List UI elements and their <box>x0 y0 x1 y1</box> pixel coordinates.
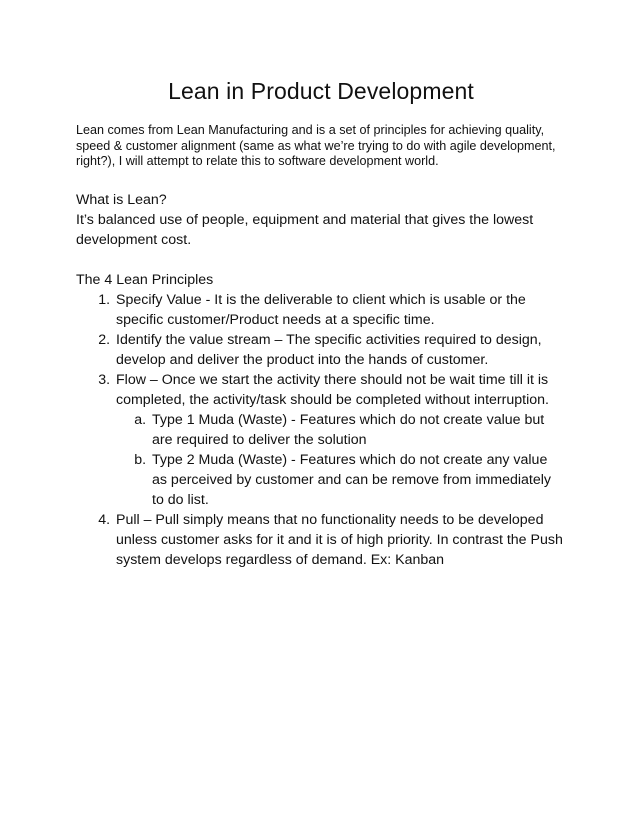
sub-item-text: Type 2 Muda (Waste) - Features which do not create any value as perceived by customer and can be remove from immediately to do list. <box>152 451 552 508</box>
list-item <box>150 410 566 450</box>
principle-text: Identify the value stream – The specific activities required to design, develop and deliver the product into the hands of customer. <box>116 331 542 368</box>
document-title: Lean in Product Development <box>168 78 474 104</box>
principles-list <box>76 290 566 570</box>
intro-paragraph: Lean comes from Lean Manufacturing and is a set of principles for achieving quality, speed & customer alignment (same as what we’re trying to do with agile development, right?), I will attempt to relate this to software development world. <box>76 123 556 168</box>
list-item <box>114 370 566 510</box>
principles-section <box>76 270 566 570</box>
principles-heading: The 4 Lean Principles <box>76 271 214 288</box>
what-is-lean-heading: What is Lean? <box>76 191 167 208</box>
document-page <box>76 78 566 570</box>
what-is-lean-body: It’s balanced use of people, equipment and material that gives the lowest development cost. <box>76 211 534 248</box>
principle-text: Specify Value - It is the deliverable to client which is usable or the specific customer/Product needs at a specific time. <box>116 291 526 328</box>
list-item <box>114 510 566 570</box>
list-item <box>150 450 566 510</box>
sub-item-text: Type 1 Muda (Waste) - Features which do not create value but are required to deliver the solution <box>152 411 545 448</box>
flow-sub-list <box>116 410 566 510</box>
what-is-lean-section <box>76 190 566 250</box>
principle-text: Flow – Once we start the activity there should not be wait time till it is completed, the activity/task should be completed without interruption. <box>116 371 549 408</box>
list-item <box>114 330 566 370</box>
principle-text: Pull – Pull simply means that no functionality needs to be developed unless customer asks for it and it is of high priority. In contrast the Push system develops regardless of demand. Ex: Kanban <box>116 511 563 568</box>
list-item <box>114 290 566 330</box>
